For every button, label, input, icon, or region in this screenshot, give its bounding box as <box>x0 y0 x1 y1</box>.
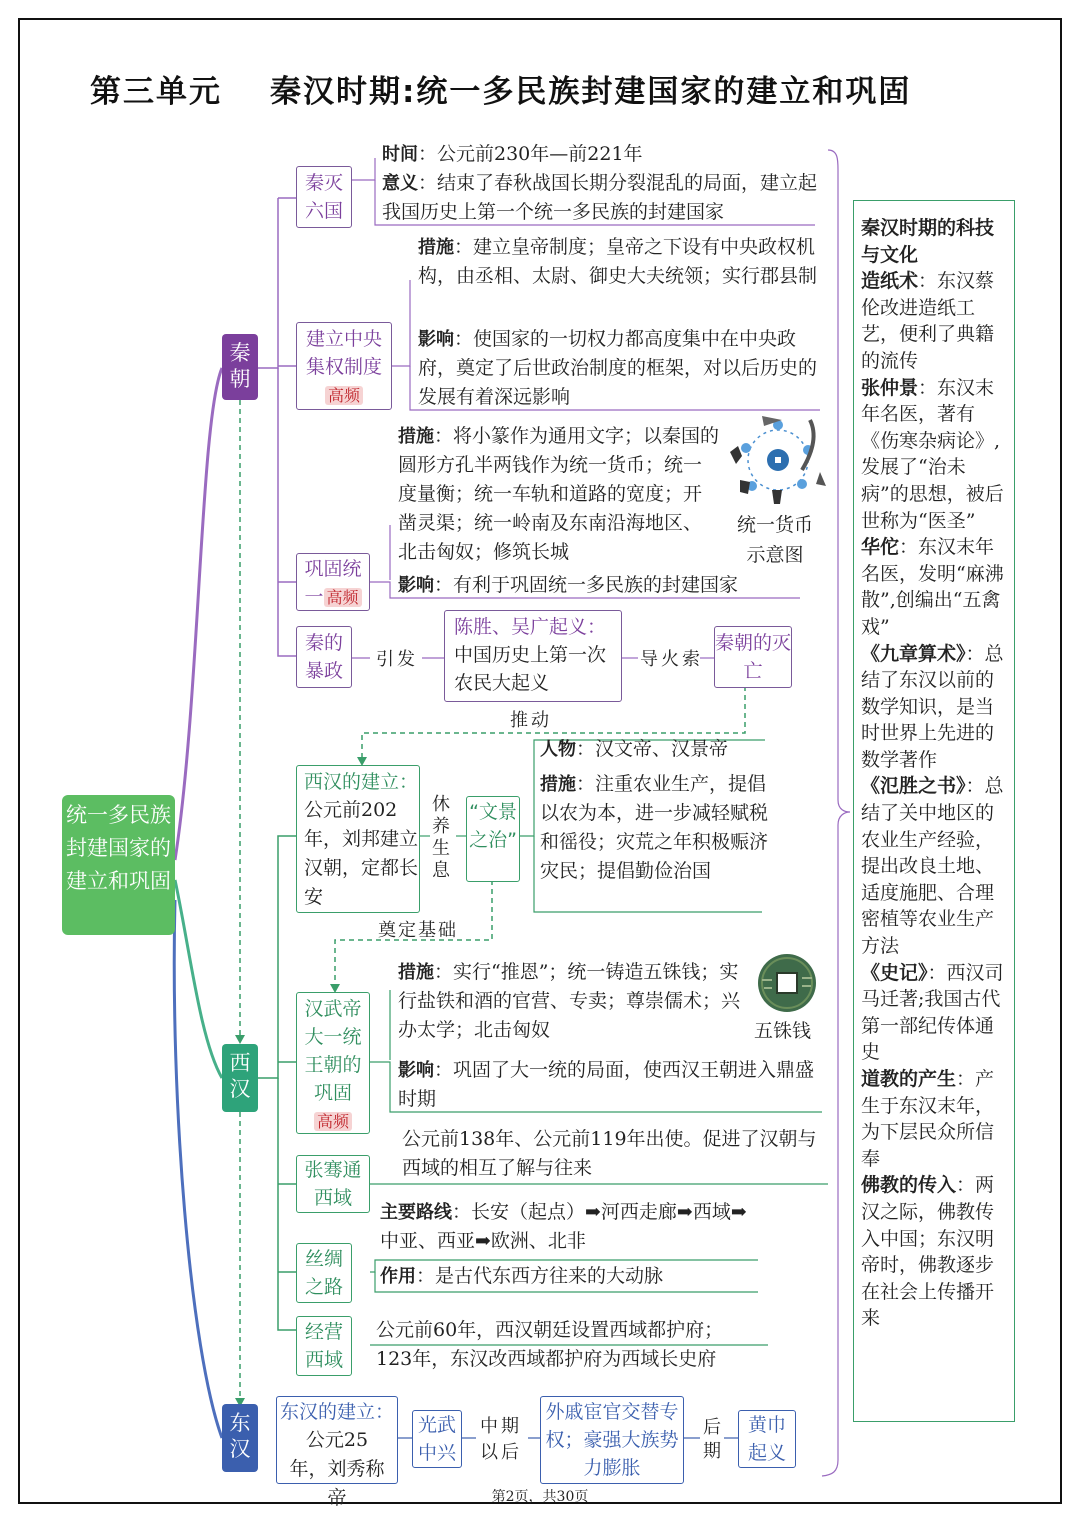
qin-gg-measures-key: 措施 <box>398 426 434 447</box>
node-jingying: 经营西域 <box>296 1316 352 1376</box>
culture-header: 秦汉时期的科技与文化 <box>861 217 995 266</box>
wudi-impact <box>398 1056 828 1114</box>
node-uprising <box>444 610 622 702</box>
wudi-measures-value: ：实行“推恩”；统一铸造五铢钱；实行盐铁和酒的官营、专卖；尊崇儒术；兴办太学；北击匈奴 <box>398 961 741 1041</box>
era-tag-xihan: 西汉 <box>222 1044 258 1112</box>
culture-item-value: ：东汉末年名医，著有《伤寒杂病论》,发展了“治未病”的思想，被后世称为“医圣” <box>861 376 1004 532</box>
currency-unification-image <box>722 412 832 512</box>
qin-gg-measures <box>398 422 720 567</box>
high-frequency-badge: 高频 <box>324 588 362 607</box>
culture-item-key: 《史记》 <box>861 961 928 984</box>
wudi-impact-value: ：巩固了大一统的局面，使西汉王朝进入鼎盛时期 <box>398 1059 815 1110</box>
node-guangwu: 光武中兴 <box>412 1410 462 1468</box>
zhangqian-desc: 公元前138年、公元前119年出使。促进了汉朝与西域的相互了解与往来 <box>402 1128 817 1179</box>
wudi-impact-key: 影响 <box>398 1060 434 1081</box>
node-qin-tyranny: 秦的暴政 <box>296 626 352 688</box>
wuzhu-coin-caption: 五铢钱 <box>754 1020 812 1042</box>
qin-gg-impact <box>398 571 818 600</box>
node-wenjing: “文景之治” <box>466 796 520 882</box>
culture-item-value: ：总结了东汉以前的数学知识，是当时世界上先进的数学著作 <box>861 642 1004 771</box>
culture-item <box>861 641 1008 774</box>
label-zhongqi: 中期以后 <box>480 1416 522 1463</box>
node-qin-consolidate <box>296 553 370 611</box>
silu-route-value: ：长安（起点）➡河西走廊➡西域➡中亚、西亚➡欧洲、北非 <box>380 1201 747 1252</box>
culture-item <box>861 1172 1008 1332</box>
unit-topic: 秦汉时期:统一多民族封建国家的建立和巩固 <box>270 74 912 110</box>
node-donghan-founding <box>276 1396 398 1509</box>
node-huangjin: 黄巾起义 <box>738 1410 796 1468</box>
culture-item-key: 张仲景 <box>861 376 919 399</box>
culture-item <box>861 268 1008 374</box>
donghan-founding-title: 东汉的建立： <box>279 1401 394 1423</box>
node-qin-mie: 秦灭六国 <box>296 166 352 228</box>
culture-item-value: ：东汉末年名医，发明“麻沸散”,创编出“五禽戏” <box>861 536 1004 638</box>
silu-route-key: 主要路线 <box>380 1202 452 1223</box>
culture-item <box>861 1066 1008 1172</box>
label-tuidong: 推动 <box>510 710 552 731</box>
node-wudi-label: 汉武帝大一统王朝的巩固 <box>304 998 362 1104</box>
era-tag-donghan: 东汉 <box>222 1404 258 1472</box>
culture-item-key: 佛教的传入 <box>861 1174 957 1197</box>
qin-mie-significance-value: ：结束了春秋战国长期分裂混乱的局面，建立起我国历史上第一个统一多民族的封建国家 <box>382 172 818 223</box>
node-silu: 丝绸之路 <box>296 1243 352 1303</box>
currency-image-caption: 统一货币示意图 <box>736 514 813 566</box>
qin-zy-measures <box>418 233 828 291</box>
xihan-founding-title: 西汉的建立： <box>304 771 419 793</box>
wenjing-people-key: 人物 <box>540 739 576 760</box>
node-zhangqian: 张骞通西域 <box>296 1155 370 1213</box>
label-houqi: 后期 <box>703 1417 721 1462</box>
node-xihan-founding <box>296 765 420 913</box>
qin-zy-impact-key: 影响 <box>418 329 454 350</box>
node-qin-fall: 秦朝的灭亡 <box>714 626 792 688</box>
label-yinfa: 引发 <box>376 649 418 670</box>
label-daohuosuo: 导火索 <box>640 649 703 670</box>
culture-item <box>861 534 1008 640</box>
culture-item-value: ：西汉司马迁著;我国古代第一部纪传体通史 <box>861 961 1004 1064</box>
culture-item-key: 造纸术 <box>861 270 919 293</box>
silu-function <box>380 1262 765 1291</box>
culture-panel <box>853 200 1015 1422</box>
uprising-title: 陈胜、吴广起义： <box>454 616 607 638</box>
wenjing-measures-value: ：注重农业生产，提倡以农为本，进一步减轻赋税和徭役；灾荒之年积极赈济灾民；提倡勤俭治国 <box>540 773 769 882</box>
culture-item-value: ：产生于东汉末年，为下层民众所信奉 <box>861 1068 995 1170</box>
wudi-measures-key: 措施 <box>398 962 434 983</box>
node-qin-centralization <box>296 322 392 410</box>
wenjing-people <box>540 735 790 764</box>
high-frequency-badge: 高频 <box>314 1112 352 1131</box>
qin-gg-impact-key: 影响 <box>398 575 434 596</box>
qin-mie-significance-key: 意义 <box>382 173 418 194</box>
qin-mie-time-key: 时间 <box>382 144 418 165</box>
qin-zy-measures-value: ：建立皇帝制度；皇帝之下设有中央政权机构，由丞相、太尉、御史大夫统领；实行郡县制 <box>418 236 818 287</box>
culture-item-key: 道教的产生 <box>861 1068 957 1090</box>
culture-item-value: ：两汉之际，佛教传入中国；东汉明帝时，佛教逐步在社会上传播开来 <box>861 1174 995 1330</box>
qin-mie-significance <box>382 169 822 227</box>
silu-function-value: ：是古代东西方往来的大动脉 <box>416 1265 664 1287</box>
unit-label: 第三单元 <box>90 74 222 110</box>
culture-item <box>861 960 1008 1066</box>
jingying-line-2: 123年，东汉改西域都护府为西域长史府 <box>376 1348 717 1370</box>
wenjing-measures-key: 措施 <box>540 774 576 795</box>
label-xiuyang: 休养生息 <box>432 794 450 881</box>
qin-mie-time-value: ：公元前230年—前221年 <box>418 143 643 165</box>
node-qin-centralization-label: 建立中央集权制度 <box>305 328 382 378</box>
jingying-line-1: 公元前60年，西汉朝廷设置西域都护府； <box>376 1319 724 1341</box>
culture-item-key: 《九章算术》 <box>861 642 966 665</box>
wuzhu-coin-image <box>752 952 822 1014</box>
era-tag-qin: 秦朝 <box>222 334 258 400</box>
culture-item-key: 《氾胜之书》 <box>861 775 966 798</box>
root-topic: 统一多民族封建国家的建立和巩固 <box>62 795 175 935</box>
wudi-measures <box>398 958 743 1045</box>
page-footer: 第2页，共30页 <box>491 1489 589 1505</box>
culture-item <box>861 773 1008 959</box>
culture-item <box>861 375 1008 535</box>
qin-gg-impact-value: ：有利于巩固统一多民族的封建国家 <box>434 574 739 596</box>
qin-zy-impact <box>418 325 828 412</box>
wenjing-measures <box>540 770 772 886</box>
node-waiqi: 外戚宦官交替专权；豪强大族势力膨胀 <box>540 1396 684 1484</box>
xihan-founding-desc: 公元前202年，刘邦建立汉朝，定都长安 <box>304 799 419 908</box>
qin-mie-time <box>382 140 822 169</box>
silu-route <box>380 1198 765 1256</box>
node-qin-consolidate-label: 巩固统一 <box>304 558 362 608</box>
silu-function-key: 作用 <box>380 1266 416 1287</box>
wenjing-people-value: ：汉文帝、汉景帝 <box>576 738 729 760</box>
qin-gg-measures-value: ：将小篆作为通用文字；以秦国的圆形方孔半两钱作为统一货币；统一度量衡；统一车轨和道路的宽度；开凿灵渠；统一岭南及东南沿海地区、北击匈奴；修筑长城 <box>398 425 720 563</box>
node-wudi <box>296 992 370 1134</box>
donghan-founding-desc: 公元25年，刘秀称帝 <box>289 1429 385 1509</box>
culture-item-key: 华佗 <box>861 536 900 559</box>
high-frequency-badge: 高频 <box>325 386 363 405</box>
culture-item-value: ：总结了关中地区的农业生产经验，提出改良土地、适度施肥、合理密植等农业生产方法 <box>861 775 1004 958</box>
qin-zy-measures-key: 措施 <box>418 237 454 258</box>
uprising-desc: 中国历史上第一次农民大起义 <box>454 644 607 694</box>
culture-item-value: ：东汉蔡伦改进造纸工艺，便利了典籍的流传 <box>861 270 995 372</box>
label-dianding: 奠定基础 <box>378 920 458 941</box>
qin-zy-impact-value: ：使国家的一切权力都高度集中在中央政府，奠定了后世政治制度的框架，对以后历史的发展有着深远影响 <box>418 328 818 408</box>
